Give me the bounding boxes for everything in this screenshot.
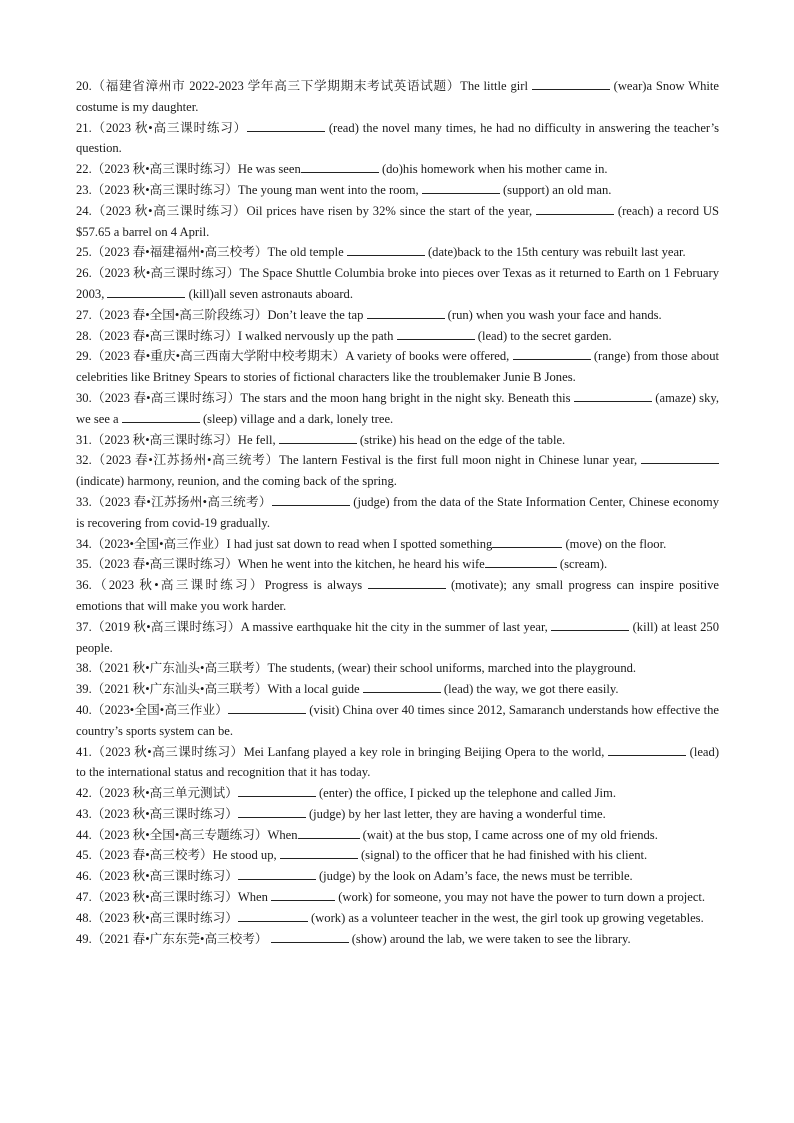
question-text-after: (read) the novel many times, he had no difficulty in answering the teacher’s question.: [76, 120, 719, 156]
question-number: 28.: [76, 328, 92, 343]
question-item: [76, 450, 719, 492]
question-item: [76, 388, 719, 430]
question-text-after: (wait) at the bus stop, I came across one of my old friends.: [359, 827, 658, 842]
answer-blank[interactable]: [238, 867, 316, 880]
question-item: [76, 825, 719, 846]
question-source: （2023 秋•高三课时练习）: [91, 203, 247, 218]
question-item: [76, 263, 719, 305]
question-source: （2023 秋•高三课时练习）: [91, 266, 240, 281]
question-text-before: When: [237, 890, 272, 905]
question-item: [76, 575, 719, 617]
question-number: 47.: [76, 890, 92, 905]
question-number: 45.: [76, 848, 92, 863]
question-item: [76, 201, 719, 243]
question-text-after: (strike) his head on the edge of the table.: [356, 432, 566, 447]
question-source: （2019 秋•高三课时练习）: [91, 619, 241, 634]
question-text-before: When he went into the kitchen, he heard his wife: [237, 557, 485, 572]
question-item: [76, 804, 719, 825]
question-source: （2023 秋•高三课时练习）: [91, 910, 238, 925]
question-text-after: (wear)a Snow White costume is my daughter.: [76, 79, 719, 114]
answer-blank[interactable]: [272, 493, 350, 506]
question-text-after: (reach) a record US $57.65 a barrel on 4 April.: [76, 203, 720, 239]
question-source: （2023 秋•高三课时练习）: [91, 432, 238, 447]
question-item: [76, 742, 719, 784]
question-source: （2023 春•福建福州•高三校考）: [91, 245, 268, 260]
answer-blank[interactable]: [279, 431, 357, 444]
question-text-before: The stars and the moon hang bright in the night sky. Beneath this: [240, 390, 574, 405]
question-source: （2021 春•广东东莞•高三校考）: [91, 931, 268, 946]
question-text-before: Progress is always: [264, 578, 368, 593]
question-item: [76, 929, 719, 950]
question-number: 30.: [76, 390, 92, 405]
question-number: 40.: [76, 702, 92, 717]
exercise-page: [76, 76, 719, 949]
answer-blank[interactable]: [301, 160, 379, 173]
question-text-after: (motivate); any small progress can inspire positive emotions that will make you work harder.: [76, 578, 719, 613]
answer-blank[interactable]: [641, 451, 719, 464]
question-text-after: (judge) from the data of the State Information Center, Chinese economy is recovering from covid-19 gradually.: [76, 494, 720, 530]
question-number: 24.: [76, 203, 92, 218]
question-item: [76, 242, 719, 263]
question-source: （2023 春•重庆•高三西南大学附中校考期末）: [91, 349, 346, 364]
question-text-after: (judge) by the look on Adam’s face, the news must be terrible.: [315, 869, 633, 884]
question-text-after: (work) as a volunteer teacher in the west, the girl took up growing vegetables.: [307, 910, 704, 925]
question-item: [76, 76, 719, 118]
question-item: [76, 430, 719, 451]
question-text-before: I had just sat down to read when I spotted something: [226, 536, 493, 551]
question-text-after: (lead) the way, we got there easily.: [440, 682, 619, 697]
question-number: 20.: [76, 79, 92, 93]
question-number: 48.: [76, 910, 92, 925]
question-source: （福建省漳州市 2022-2023 学年高三下学期期末考试英语试题）: [91, 79, 461, 93]
answer-blank[interactable]: [280, 846, 358, 859]
question-text-before: Don’t leave the tap: [267, 307, 367, 322]
question-source: （2023•全国•高三作业）: [91, 702, 228, 717]
question-source: （2023•全国•高三作业）: [91, 536, 227, 551]
answer-blank[interactable]: [107, 285, 185, 298]
question-text-before: When: [267, 827, 298, 842]
question-text-before: The Space Shuttle Columbia broke into pieces over Texas as it returned to Earth on 1 February 2003,: [76, 266, 719, 301]
question-text-before: The students, (wear) their school uniforms, marched into the playground.: [267, 661, 637, 676]
question-number: 44.: [76, 827, 92, 842]
answer-blank[interactable]: [238, 909, 308, 922]
question-text-after: (date)back to the 15th century was rebuilt last year.: [424, 245, 686, 260]
question-text-after: (support) an old man.: [499, 182, 612, 197]
question-number: 27.: [76, 307, 92, 322]
answer-blank[interactable]: [513, 347, 591, 360]
question-item: [76, 554, 719, 575]
question-number: 31.: [76, 432, 92, 447]
question-number: 35.: [76, 557, 92, 572]
question-source: （2023 春•高三课时练习）: [91, 557, 238, 572]
answer-blank[interactable]: [422, 181, 500, 194]
question-text-before: Mei Lanfang played a key role in bringing Beijing Opera to the world,: [243, 744, 609, 759]
question-source: （2023 秋•高三课时练习）: [91, 744, 244, 759]
question-text-before: He fell,: [237, 432, 279, 447]
question-text-after: (show) around the lab, we were taken to see the library.: [348, 931, 631, 946]
question-item: [76, 305, 719, 326]
question-text-before: The old temple: [267, 245, 347, 260]
question-text-after: (scream).: [556, 557, 608, 572]
question-text-before: The little girl: [460, 79, 532, 93]
answer-blank[interactable]: [551, 618, 629, 631]
question-item: [76, 866, 719, 887]
question-item: [76, 908, 719, 929]
question-item: [76, 700, 719, 742]
question-source: （2023 秋•全国•高三专题练习）: [91, 827, 268, 842]
question-text-before: The lantern Festival is the first full moon night in Chinese lunar year,: [278, 453, 642, 468]
question-source: （2023 秋•高三课时练习）: [91, 890, 238, 905]
question-source: （2023 春•高三校考）: [91, 848, 213, 863]
answer-blank[interactable]: [238, 805, 306, 818]
question-source: （2023 秋•高三课时练习）: [91, 120, 247, 135]
answer-blank[interactable]: [122, 410, 200, 423]
question-item: [76, 346, 719, 388]
question-source: （2023 秋•高三课时练习）: [91, 162, 238, 177]
question-source: （2023 秋•高三课时练习）: [91, 578, 265, 593]
question-number: 21.: [76, 120, 92, 135]
answer-blank[interactable]: [238, 784, 316, 797]
question-text-after: (move) on the floor.: [562, 536, 667, 551]
question-number: 32.: [76, 453, 92, 468]
question-item: [76, 534, 719, 555]
question-item: [76, 679, 719, 700]
answer-blank[interactable]: [271, 888, 335, 901]
question-source: （2021 秋•广东汕头•高三联考）: [91, 661, 268, 676]
question-text-after-2: (sleep) village and a dark, lonely tree.: [199, 411, 394, 426]
question-number: 43.: [76, 806, 92, 821]
question-source: （2023 秋•高三课时练习）: [91, 869, 238, 884]
answer-blank[interactable]: [485, 555, 557, 568]
answer-blank[interactable]: [608, 743, 686, 756]
question-number: 49.: [76, 931, 92, 946]
question-text-before: A massive earthquake hit the city in the summer of last year,: [240, 619, 552, 634]
question-text-before: He stood up,: [212, 848, 280, 863]
question-item: [76, 845, 719, 866]
question-source: （2023 春•高三课时练习）: [91, 328, 238, 343]
question-source: （2021 秋•广东汕头•高三联考）: [91, 682, 268, 697]
answer-blank[interactable]: [532, 77, 610, 90]
question-source: （2023 春•全国•高三阶段练习）: [91, 307, 268, 322]
question-text-after: (indicate) harmony, reunion, and the coming back of the spring.: [76, 474, 397, 489]
question-text-after: (signal) to the officer that he had finished with his client.: [357, 848, 648, 863]
question-item: [76, 180, 719, 201]
question-text-after: (amaze) sky, we see a: [76, 390, 720, 426]
question-text-after: (judge) by her last letter, they are having a wonderful time.: [305, 806, 606, 821]
question-number: 22.: [76, 162, 92, 177]
question-text-after: (run) when you wash your face and hands.: [444, 307, 662, 322]
question-number: 42.: [76, 786, 92, 801]
question-text-before: He was seen: [237, 162, 301, 177]
answer-blank[interactable]: [367, 306, 445, 319]
answer-blank[interactable]: [247, 119, 325, 132]
question-text-before: I walked nervously up the path: [237, 328, 397, 343]
question-text-after: (range) from those about celebrities like Britney Spears to stories of fictional characters like the troublemaker Junie B Jones.: [76, 349, 720, 385]
question-item: [76, 783, 719, 804]
question-number: 33.: [76, 494, 92, 509]
question-text-after: (kill)all seven astronauts aboard.: [185, 286, 353, 301]
question-number: 23.: [76, 182, 92, 197]
question-text-after: (lead) to the international status and recognition that it has today.: [76, 744, 720, 780]
question-text-before: With a local guide: [267, 682, 363, 697]
answer-blank[interactable]: [368, 576, 446, 589]
question-source: （2023 秋•高三课时练习）: [91, 182, 238, 197]
question-item: [76, 159, 719, 180]
question-number: 29.: [76, 349, 92, 364]
answer-blank[interactable]: [363, 680, 441, 693]
question-text-before: A variety of books were offered,: [345, 349, 513, 364]
question-number: 37.: [76, 619, 92, 634]
question-text-after: (visit) China over 40 times since 2012, Samaranch understands how effective the country’s sports system can be.: [76, 702, 719, 738]
question-source: （2023 春•高三课时练习）: [91, 390, 241, 405]
question-source: （2023 春•江苏扬州•高三统考）: [91, 453, 279, 468]
answer-blank[interactable]: [271, 930, 349, 943]
question-item: [76, 617, 719, 659]
answer-blank[interactable]: [298, 826, 360, 839]
answer-blank[interactable]: [536, 202, 614, 215]
question-text-after: (lead) to the secret garden.: [474, 328, 612, 343]
question-number: 26.: [76, 266, 92, 281]
answer-blank[interactable]: [492, 535, 562, 548]
question-number: 36.: [76, 578, 92, 593]
question-text-after: (do)his homework when his mother came in.: [378, 162, 608, 177]
question-text-before: The young man went into the room,: [237, 182, 422, 197]
question-item: [76, 118, 719, 160]
question-number: 34.: [76, 536, 92, 551]
question-item: [76, 887, 719, 908]
question-text-after: (enter) the office, I picked up the telephone and called Jim.: [315, 786, 616, 801]
answer-blank[interactable]: [397, 327, 475, 340]
question-number: 39.: [76, 682, 92, 697]
question-text-after: (work) for someone, you may not have the power to turn down a project.: [335, 890, 706, 905]
question-number: 41.: [76, 744, 92, 759]
question-number: 25.: [76, 245, 92, 260]
question-number: 38.: [76, 661, 92, 676]
question-number: 46.: [76, 869, 92, 884]
question-text-before: Oil prices have risen by 32% since the start of the year,: [246, 203, 537, 218]
question-item: [76, 326, 719, 347]
answer-blank[interactable]: [574, 389, 652, 402]
question-text-after: (kill) at least 250 people.: [76, 619, 719, 655]
question-item: [76, 492, 719, 534]
question-source: （2023 秋•高三课时练习）: [91, 806, 238, 821]
answer-blank[interactable]: [228, 701, 306, 714]
question-item: [76, 658, 719, 679]
question-source: （2023 春•江苏扬州•高三统考）: [91, 494, 272, 509]
answer-blank[interactable]: [347, 243, 425, 256]
question-source: （2023 秋•高三单元测试）: [91, 786, 238, 801]
